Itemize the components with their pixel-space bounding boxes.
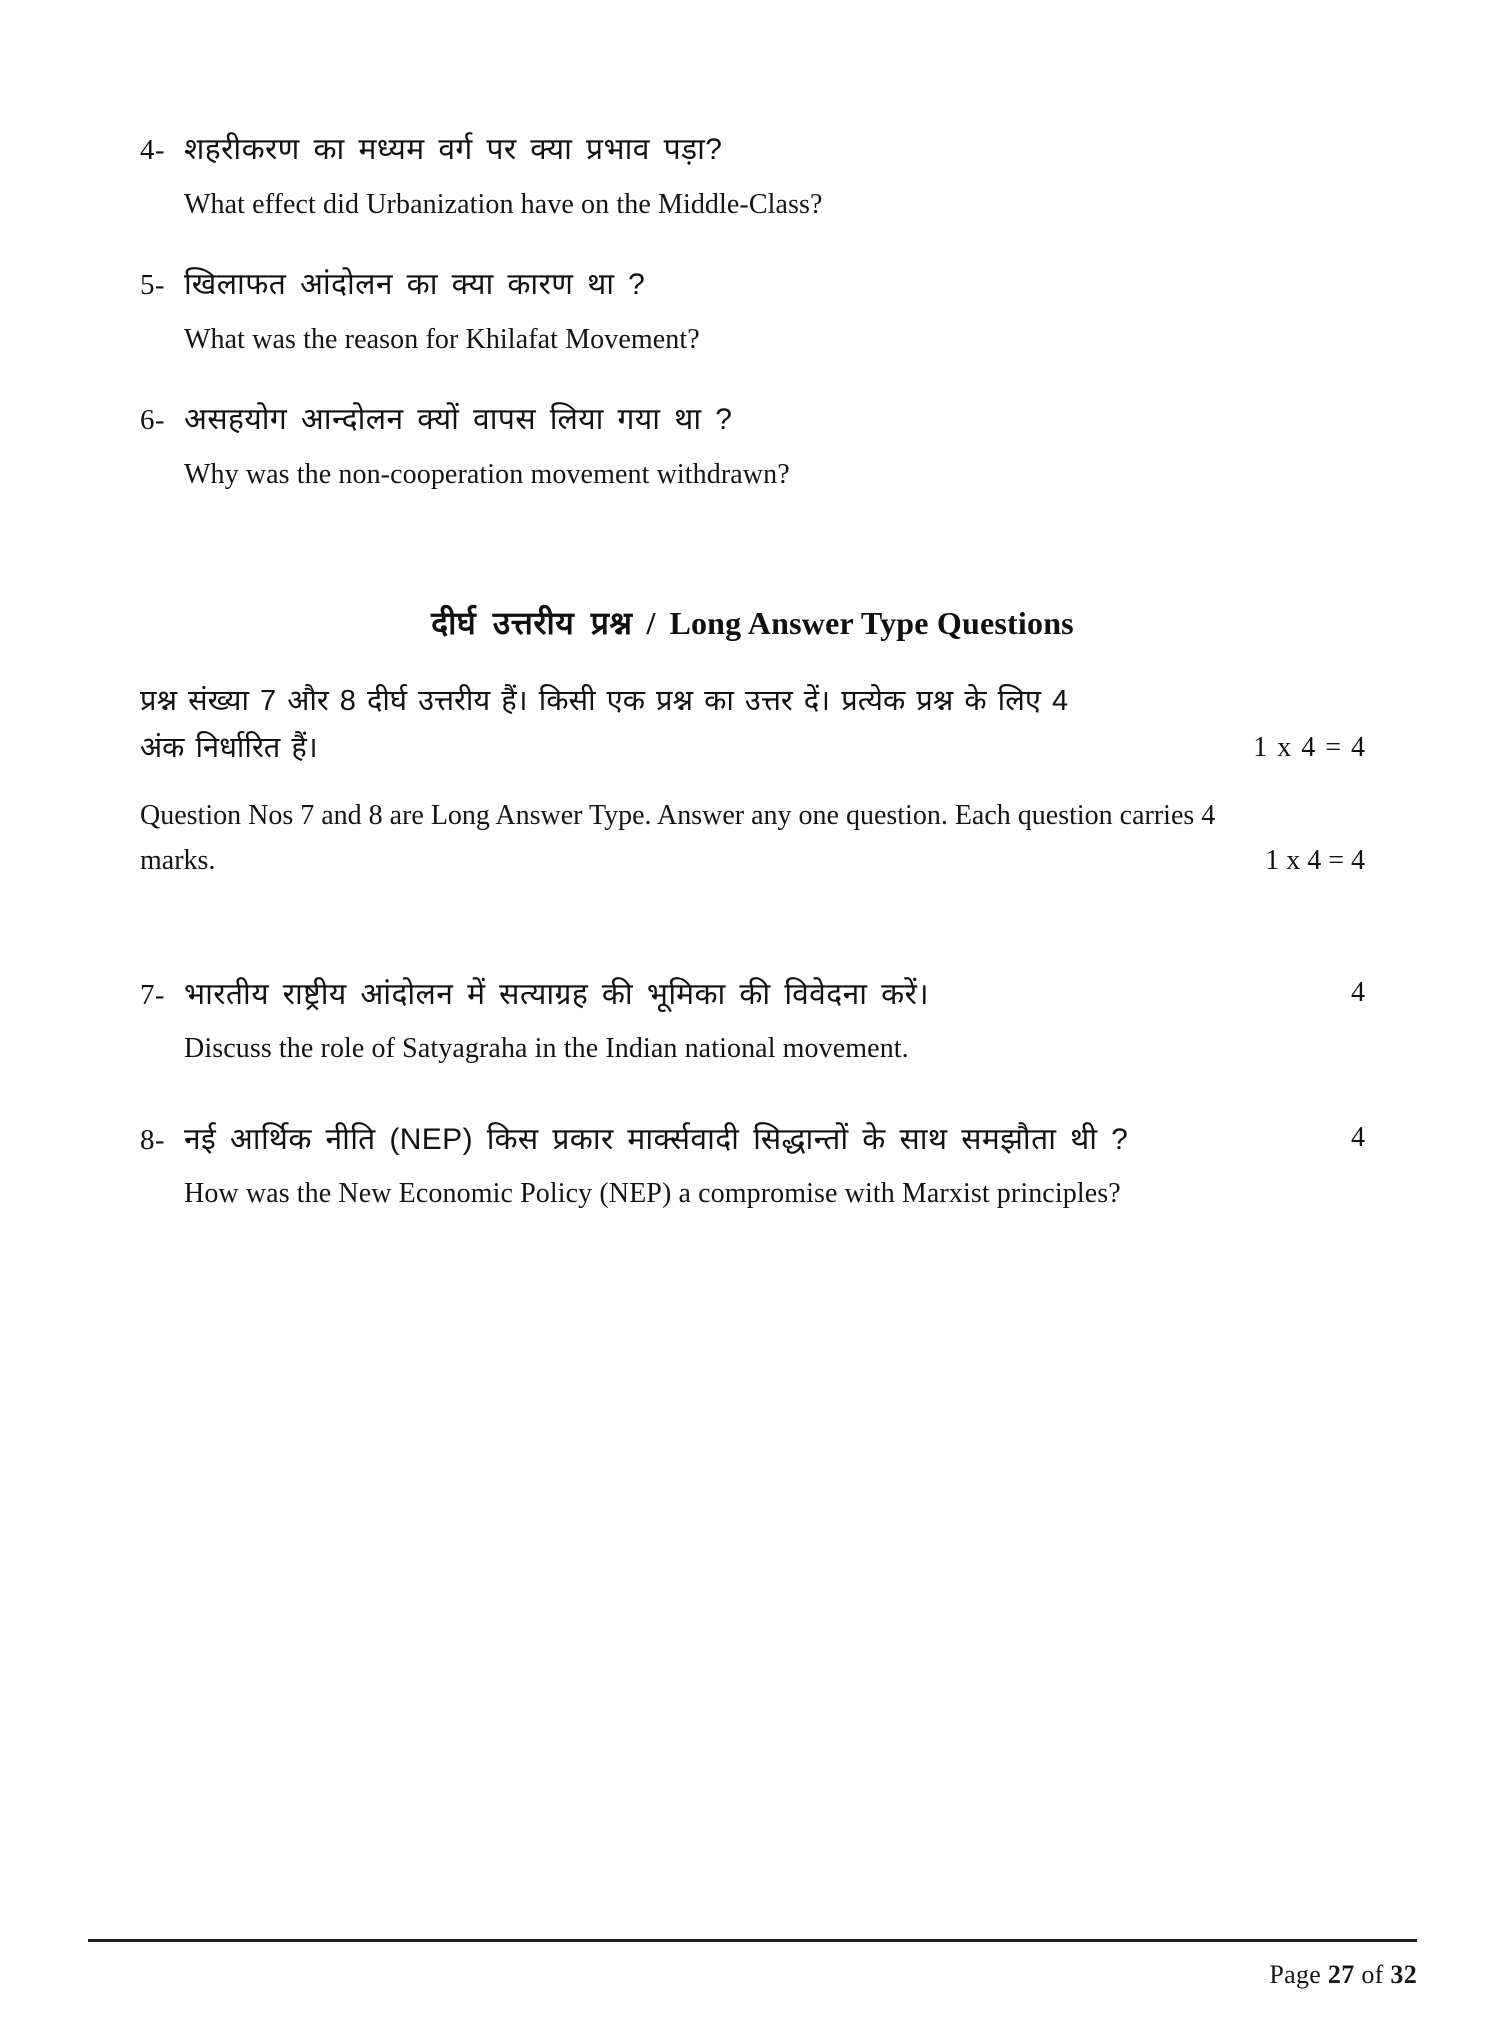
- footer-total-pages: 32: [1390, 1960, 1417, 1989]
- question-marks: 4: [1351, 1121, 1365, 1153]
- question-hindi-line: [140, 400, 1365, 440]
- instructions-block: [140, 678, 1365, 882]
- question-english-text: What effect did Urbanization have on the Middle-Class?: [184, 188, 823, 220]
- section-heading: [140, 601, 1365, 644]
- question-item: [140, 265, 1365, 358]
- instructions-english-marks: 1 x 4 = 4: [1265, 844, 1365, 876]
- question-english-text: How was the New Economic Policy (NEP) a compromise with Marxist principles?: [184, 1178, 1121, 1210]
- question-hindi-line: [140, 130, 1365, 170]
- section-heading-english: Long Answer Type Questions: [669, 605, 1074, 642]
- question-hindi-text: नई आर्थिक नीति (NEP) किस प्रकार मार्क्सवादी सिद्धान्तों के साथ समझौता थी ?: [184, 1122, 1129, 1156]
- question-hindi-text: असहयोग आन्दोलन क्यों वापस लिया गया था ?: [184, 403, 733, 437]
- question-hindi-line: [140, 265, 1365, 305]
- instructions-hindi-line2-row: [140, 725, 1365, 772]
- footer-divider: [88, 1939, 1417, 1942]
- question-english-text: Why was the non-cooperation movement withdrawn?: [184, 458, 790, 490]
- question-number: 7-: [140, 978, 165, 1011]
- instructions-english-line2-row: [140, 839, 1365, 883]
- question-hindi-text: खिलाफत आंदोलन का क्या कारण था ?: [184, 268, 646, 302]
- question-number: 5-: [140, 269, 165, 302]
- question-number: 4-: [140, 134, 165, 166]
- instructions-hindi-line1: प्रश्न संख्या 7 और 8 दीर्घ उत्तरीय हैं। किसी एक प्रश्न का उत्तर दें। प्रत्येक प्रश्न के लिए 4: [140, 685, 1069, 718]
- question-item: [140, 975, 1365, 1068]
- question-item: [140, 130, 1365, 223]
- question-number: 8-: [140, 1123, 165, 1156]
- footer-middle: of: [1354, 1960, 1391, 1989]
- question-english-text: Discuss the role of Satyagraha in the Indian national movement.: [184, 1033, 909, 1065]
- footer-page-number: 27: [1327, 1960, 1355, 1989]
- instructions-english-line1: Question Nos 7 and 8 are Long Answer Type. Answer any one question. Each question carries 4: [140, 800, 1216, 832]
- question-item: [140, 400, 1365, 493]
- question-english-text: What was the reason for Khilafat Movement?: [184, 323, 700, 355]
- instructions-english-line2: marks.: [140, 844, 216, 876]
- footer-prefix: Page: [1269, 1960, 1328, 1989]
- section-heading-hindi: दीर्घ उत्तरीय प्रश्न: [431, 605, 633, 642]
- question-hindi-text: शहरीकरण का मध्यम वर्ग पर क्या प्रभाव पड़ा?: [184, 133, 723, 166]
- instructions-hindi-line2: अंक निर्धारित हैं।: [140, 732, 318, 765]
- page-content: [140, 130, 1365, 1265]
- question-hindi-line: [140, 1120, 1365, 1160]
- question-marks: 4: [1351, 976, 1365, 1008]
- page-footer: [1269, 1960, 1417, 1990]
- question-number: 6-: [140, 404, 165, 437]
- question-hindi-text: भारतीय राष्ट्रीय आंदोलन में सत्याग्रह की भूमिका की विवेदना करें।: [184, 977, 930, 1011]
- instructions-hindi-marks: 1 x 4 = 4: [1253, 732, 1365, 764]
- section-heading-separator: /: [646, 605, 656, 642]
- question-item: [140, 1120, 1365, 1213]
- question-hindi-line: [140, 975, 1365, 1015]
